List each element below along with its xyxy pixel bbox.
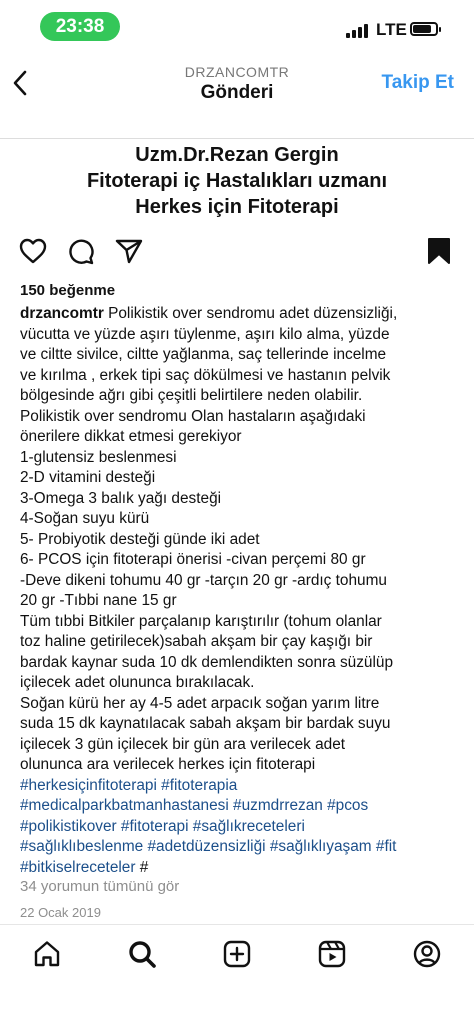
- follow-button[interactable]: Takip Et: [381, 72, 454, 93]
- caption-line: Polikistik over sendromu adet düzensizliği,: [103, 305, 398, 322]
- caption-line: 4-Soğan suyu kürü: [20, 510, 150, 527]
- like-count[interactable]: 150 beğenme: [20, 282, 116, 299]
- caption-line: 3-Omega 3 balık yağı desteği: [20, 489, 222, 507]
- image-divider: [0, 138, 474, 139]
- comment-icon[interactable]: [66, 236, 96, 266]
- bookmark-icon[interactable]: [424, 236, 454, 266]
- post-image-line: Herkes için Fitoterapi: [135, 196, 339, 218]
- hashtag-line[interactable]: #herkesiçinfitoterapi #fitoterapia: [20, 776, 238, 794]
- caption-line: -Deve dikeni tohumu 40 gr -tarçın 20 gr -ardıç tohumu: [20, 571, 387, 589]
- post-date: 22 Ocak 2019: [20, 905, 101, 920]
- caption-line: bardak kaynar suda 10 dk demlendikten sonra süzülüp: [20, 653, 394, 671]
- share-icon[interactable]: [114, 236, 144, 266]
- caption-line: ve kırılma , erkek tipi saç dökülmesi ve hastanın pelvik: [20, 366, 391, 384]
- home-icon[interactable]: [32, 939, 62, 969]
- post-image-line: Uzm.Dr.Rezan Gergin: [135, 144, 339, 166]
- page-title: Gönderi: [200, 82, 274, 103]
- caption-line: vücutta ve yüzde aşırı tüylenme, aşırı kilo alma, yüzde: [20, 325, 390, 343]
- profile-icon[interactable]: [412, 939, 442, 969]
- caption-line: 20 gr -Tıbbi nane 15 gr: [20, 592, 177, 609]
- post-image-line: Fitoterapi iç Hastalıkları uzmanı: [86, 170, 388, 192]
- heart-icon[interactable]: [18, 236, 48, 266]
- post-image[interactable]: [0, 112, 474, 226]
- caption-line: Polikistik over sendromu Olan hastaların aşağıdaki: [20, 407, 366, 425]
- create-icon[interactable]: [222, 939, 252, 969]
- caption-line: Tüm tıbbi Bitkiler parçalanıp karıştırılır (tohum olanlar: [20, 612, 382, 630]
- hashtag-line[interactable]: #polikistikover #fitoterapi #sağlıkreceteleri: [20, 817, 305, 835]
- post-actions: [0, 230, 474, 270]
- caption-line: suda 15 dk kaynatılacak sabah akşam bir bardak suyu: [20, 715, 391, 732]
- caption-line: 2-D vitamini desteği: [20, 469, 156, 486]
- battery-icon: [410, 22, 438, 36]
- caption-line: ve ciltte sivilce, ciltte yağlanma, saç tellerinde incelme: [20, 346, 387, 363]
- caption-line: olununca ara verilecek herkes için fitoterapi: [20, 756, 316, 773]
- status-bar: [0, 0, 474, 56]
- nav-bar: [0, 56, 474, 112]
- caption-username[interactable]: drzancomtr: [20, 305, 104, 322]
- caption-line: içilecek 3 gün içilecek bir gün ara verilecek adet: [20, 735, 346, 753]
- hashtag-link[interactable]: #bitkiselreceteler: [20, 858, 136, 876]
- hashtag-line[interactable]: #sağlıklıbeslenme #adetdüzensizliği #sağlıklıyaşam #fit: [20, 838, 397, 855]
- hashtag-line[interactable]: #medicalparkbatmanhastanesi #uzmdrrezan #pcos: [20, 797, 369, 814]
- caption-line: içilecek adet olununca bırakılacak.: [20, 674, 255, 691]
- caption-trailing-text: #: [135, 858, 149, 876]
- network-type: LTE: [376, 20, 407, 39]
- signal-icon: [346, 22, 372, 38]
- caption-line: 1-glutensiz beslenmesi: [20, 448, 177, 466]
- caption-line: 6- PCOS için fitoterapi önerisi -civan perçemi 80 gr: [20, 551, 366, 568]
- post-caption: [20, 304, 460, 878]
- caption-line: bölgesinde ağrı gibi çeşitli belirtilere neden olabilir.: [20, 387, 363, 404]
- caption-line: 5- Probiyotik desteği günde iki adet: [20, 530, 260, 548]
- search-icon[interactable]: [127, 939, 157, 969]
- caption-line: toz haline getirilecek)sabah akşam bir çay kaşığı bir: [20, 633, 373, 650]
- status-time: 23:38: [40, 12, 120, 41]
- view-comments-link[interactable]: 34 yorumun tümünü gör: [20, 878, 180, 895]
- tab-bar: [0, 924, 474, 1025]
- caption-line: Soğan kürü her ay 4-5 adet arpacık soğan yarım litre: [20, 694, 380, 712]
- caption-line: önerilere dikkat etmesi gerekiyor: [20, 428, 242, 445]
- nav-account-name: DRZANCOMTR: [184, 64, 290, 80]
- reels-icon[interactable]: [317, 939, 347, 969]
